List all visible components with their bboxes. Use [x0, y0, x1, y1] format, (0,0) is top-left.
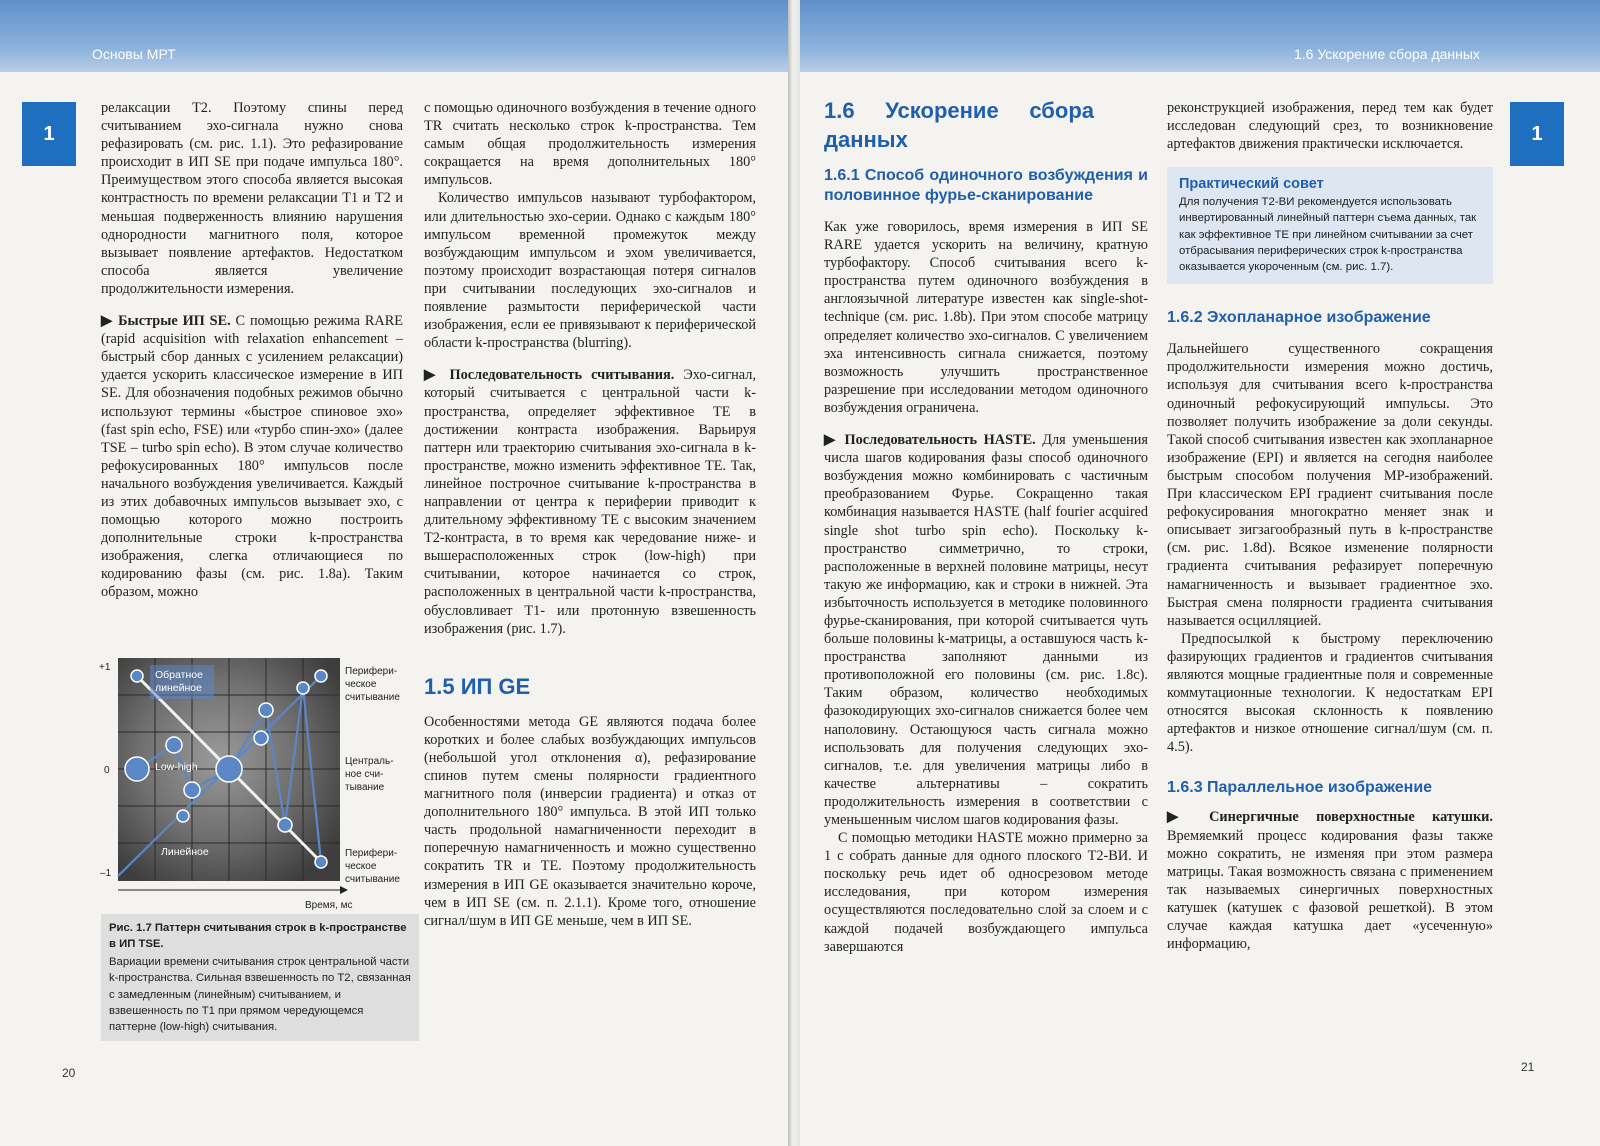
- side-label-bottom: Перифери-ческое считывание: [345, 848, 400, 885]
- label-linear: Линейное: [161, 846, 209, 858]
- side-label-middle: Централь-ное счи-тывание: [345, 756, 394, 793]
- paragraph: [1167, 808, 1493, 953]
- paragraph: Особенностями метода GE являются подача более коротких и более слабых возбуждающих импульсов (небольшой угол отклонения α), рефазирование спинов путем смены полярности градиентного магнитного поля (инверсии градиента) и отказ от дополнительного 180° импульса. В этой ИП только часть продольной намагниченности переходит в поперечную намагниченность и можно существенно сократить TR и TE. Поэтому продолжительность измерения в ИП GE оказывается значительно короче, чем в ИП SE (см. п. 2.1.1). Кроме того, отношение сигнал/шум в ИП GE меньше, чем в ИП SE.: [424, 713, 756, 929]
- section-heading-1-6: 1.6 Ускорение сбора данных: [824, 98, 1094, 152]
- paragraph: [824, 431, 1148, 829]
- chapter-tab: 1: [1510, 102, 1564, 166]
- paragraph: Количество импульсов называют турбофактором, или длительностью эхо-серии. Однако с каждым 180° импульсом временной промежуток между возбуждающим импульсом и эхом увеличивается, поэтому происходит возрастающая потеря сигналов при считывании последующих эхо-сигналов и появление размытости периферической части изображения, если ее привязывают к периферической области k-пространства (blurring).: [424, 190, 756, 352]
- caption-title: Рис. 1.7 Паттерн считывания строк в k-пространстве в ИП TSE.: [109, 922, 407, 951]
- header-band: [800, 0, 1600, 72]
- book-gutter: [788, 0, 800, 1146]
- caption-body: Вариации времени считывания строк центральной части k-пространства. Сильная взвешенность по Т2, связанная с замедленным (линейным) считыванием, и взвешенность по Т1 при прямом чередующемся паттерне (low-high) считывания.: [109, 955, 411, 1034]
- label-reverse-linear: Обратное линейное: [155, 669, 203, 694]
- figure-caption: [101, 914, 419, 1041]
- paragraph-text: Для уменьшения числа шагов кодирования фазы способ одиночного возбуждения можно комбинировать с частичным преобразованием Фурье. Сокращенно такая комбинация называется HASTE (half fourier acquired single shot turbo spin echo). Поскольку k-пространство симметрично, то строки, расположенные в верхней половине матрицы, несут такую же информацию, как и строки в нижней. Эта избыточность используется в методике половинного фурье-сканирования, при которой считывается чуть больше половины k-матрицы, а оставшуюся часть k-пространства заполняют данными из противоположной его половины (см. рис. 1.8c). Таким образом, количество необходимых фазокодирующих эхо-сигналов снижается более чем наполовину. Остающуюся часть сигнала можно использовать для получения следующих эхо-сигналов, т.е. для увеличения матрицы либо в качестве альтернативы – сократить продолжительность измерения в соответствии с уменьшенным числом шагов кодирования фазы.: [824, 432, 1148, 828]
- figure-1-7: [95, 650, 410, 915]
- paragraph: Предпосылкой к быстрому переключению фазирующих градиентов и градиентов считывания являются мощные градиентные поля и современные коммутационные технологии. К недостаткам EPI относятся высокая склонность к появлению артефактов и низкое отношение сигнал/шум (см. п. 4.5).: [1167, 630, 1493, 756]
- section-heading-1-5: 1.5 ИП GE: [424, 673, 531, 699]
- paragraph: С помощью методики HASTE можно примерно за 1 с собрать данные для одного плоского Т2-ВИ. И поскольку речь идет об односрезовом методе исследования, при котором измерения осуществляются последовательно слой за слоем и с каждой подачей возбуждающего импульса завершаются: [824, 830, 1148, 955]
- subsection-heading-1-6-1: 1.6.1 Способ одиночного возбуждения и половинное фурье-сканирование: [824, 167, 1148, 204]
- subsection-heading-1-6-2: 1.6.2 Эхопланарное изображение: [1167, 309, 1431, 327]
- page-number: 21: [1521, 1060, 1535, 1074]
- tip-title: Практический совет: [1179, 176, 1324, 193]
- arrow-head: [340, 886, 348, 894]
- paragraph: релаксации Т2. Поэтому спины перед считыванием эхо-сигнала нужно снова рефазировать (см. рис. 1.1). Это рефазирование происходит в ИП SE при подаче импульса 180°. Преимуществом этого способа является высокая контрастность по времени релаксации Т1 и Т2 и меньшая подверженность влиянию нарушения однородности магнитного поля, которое вызывает появление артефактов. Недостатком способа является увеличение продолжительности измерения.: [101, 100, 403, 297]
- left-column-1: [101, 99, 403, 602]
- paragraph-text: Эхо-сигнал, который считывается с центральной части k-пространства, определяет эффективное TE в достижении контраста изображения. Варьируя паттерн или траекторию считывания эхо-сигнала в k-пространстве, можно изменить эффективное TE. Так, линейное построчное считывание k-пространства в направлении от центра к периферии приводит к длительному эффективному TE с высоким значением Т2-контраста, в то время как чередование ниже- и вышерасположенных строк (low-high) при считывании, которое начинается со строк, расположенных в центральной части k-пространства, обусловливает Т1- или протонную взвешенность изображения (рис. 1.7).: [424, 367, 756, 637]
- y-tick-plus-1: +1: [99, 662, 111, 673]
- running-head: 1.6 Ускорение сбора данных: [1294, 46, 1480, 62]
- subsection-heading-1-6-3: 1.6.3 Параллельное изображение: [1167, 779, 1433, 797]
- paragraph: Дальнейшего существенного сокращения продолжительности измерения можно достичь, используя для считывания всего k-пространства одиночный рефокусирующий импульсы. Это позволяет получить изображение за доли секунды. Такой способ считывания известен как эхопланарное изображение (EPI) и является на сегодня наиболее быстрым способом получения МР-изображений. При классическом EPI градиент считывания после рефокусирования многократно меняет знак и описывает зигзагообразный путь в k-пространстве (см. рис. 1.8d). Всякое изменение полярности градиента считывания рефазирует поперечную намагниченность и вызывает градиентное эхо. Быстрая смена полярности градиента считывания называется осцилляцией.: [1167, 341, 1493, 629]
- x-axis-label: Время, мс: [305, 900, 353, 911]
- running-head: Основы МРТ: [92, 46, 176, 62]
- left-column-2: [424, 99, 756, 930]
- paragraph: с помощью одиночного возбуждения в течение одного TR считать несколько строк k-пространства. Тем самым общая продолжительность измерения сокращается на время дополнительных 180° импульсов.: [424, 100, 756, 189]
- tip-body: Для получения Т2-ВИ рекомендуется использовать инвертированный линейный паттерн съема данных, так как эффективное TE при линейном считывании за счет отбрасывания периферических строк k-пространства оказывается укороченным (см. рис. 1.7).: [1179, 196, 1477, 274]
- paragraph: Как уже говорилось, время измерения в ИП SE RARE удается ускорить на величину, кратную турбофактору. Способ считывания всего k-пространства путем одиночного возбуждения в англоязычной литературе известен как single-shot-technique (см. рис. 1.8b). При этом способе матрицу определяет количество эхо-сигналов. С увеличением эха интенсивность сигнала снижается, поэтому возможность улучшить пространственное разрешение при исследовании методом одиночного возбуждения ограничена.: [824, 219, 1148, 416]
- paragraph-text: С помощью режима RARE (rapid acquisition with relaxation enhancement – быстрый сбор данных с усилением релаксации) удается ускорить классическое измерение в ИП SE. Для обозначения подобных режимов обычно используют термины «быстрое спиновое эхо» (fast spin echo, FSE) или «турбо спин-эхо» (далее TSE – turbo spin echo). В этом случае количество рефокусированных 180° импульсов после начального возбуждения увеличивается. Каждый из этих добавочных импульсов вызывает эхо, с помощью которого можно построить дополнительные строки k-пространства изображения, слегка отличающиеся по кодированию фазы (см. рис. 1.8a). Таким образом, можно: [101, 313, 404, 601]
- run-in-heading: ▶ Быстрые ИП SE.: [101, 313, 231, 330]
- side-label-top: Перифери-ческое считывание: [345, 666, 400, 703]
- run-in-heading: ▶ Последовательность HASTE.: [824, 432, 1036, 449]
- paragraph: реконструкцией изображения, перед тем как будет исследован следующий срез, то возникновение артефактов движения практически исключается.: [1167, 100, 1493, 153]
- practical-tip-box: [1167, 167, 1493, 284]
- paragraph-text: Времяемкий процесс кодирования фазы также можно сократить, не изменяя при этом размера матрицы. Такая возможность связана с применением так называемых синергичных поверхностных катушек (катушек с фазовой решеткой). В этом случае каждая катушка дает «усеченную» информацию,: [1167, 827, 1493, 953]
- right-column-2: [1167, 99, 1493, 953]
- y-tick-minus-1: –1: [100, 868, 112, 879]
- right-column-1: [824, 96, 1148, 956]
- run-in-heading: ▶ Последовательность считывания.: [424, 367, 675, 384]
- page-number: 20: [62, 1066, 76, 1080]
- right-page: [800, 0, 1600, 1146]
- label-low-high: Low-high: [155, 761, 198, 773]
- left-page: [0, 0, 788, 1146]
- run-in-heading: ▶ Синергичные поверхностные катушки.: [1167, 809, 1493, 826]
- paragraph: [424, 366, 756, 637]
- chapter-tab: 1: [22, 102, 76, 166]
- paragraph: [101, 312, 403, 602]
- y-tick-0: 0: [104, 765, 110, 776]
